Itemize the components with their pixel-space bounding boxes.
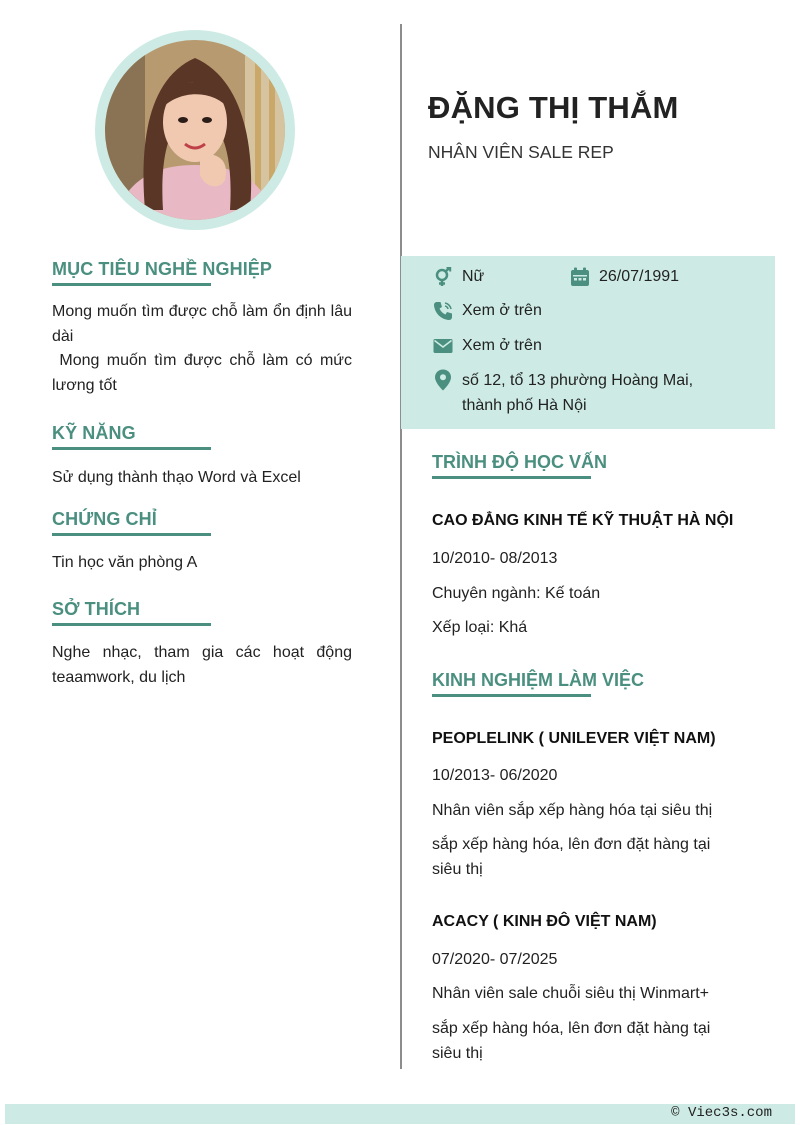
candidate-position: NHÂN VIÊN SALE REP (428, 142, 614, 162)
certificates-text: Tin học văn phòng A (52, 554, 198, 571)
gender-row (432, 266, 484, 288)
address-row (432, 369, 722, 418)
education-period: 10/2010- 08/2013 (432, 550, 558, 567)
education-major: Chuyên ngành: Kế toán (432, 585, 601, 602)
avatar-portrait (105, 40, 285, 220)
education-title: TRÌNH ĐỘ HỌC VẤN (432, 452, 607, 472)
skills-title: KỸ NĂNG (52, 423, 136, 443)
job-2-description: sắp xếp hàng hóa, lên đơn đặt hàng tại siêu thị (432, 1020, 711, 1062)
address-value: số 12, tổ 13 phường Hoàng Mai, thành phố Hà Nội (462, 372, 694, 414)
hobbies-underline (52, 623, 211, 626)
phone-value: Xem ở trên (462, 302, 542, 319)
objective-text (52, 300, 357, 398)
calendar-icon (569, 266, 591, 288)
education-underline (432, 476, 591, 479)
candidate-name: ĐẶNG THỊ THẮM (428, 90, 679, 125)
location-pin-icon (432, 369, 454, 391)
certificates-title: CHỨNG CHỈ (52, 509, 157, 529)
phone-row (432, 300, 542, 322)
job-1-description: sắp xếp hàng hóa, lên đơn đặt hàng tại siêu thị (432, 836, 711, 878)
hobbies-text: Nghe nhạc, tham gia các hoạt động teaamwork, du lịch (52, 644, 352, 686)
job-2-role: Nhân viên sale chuỗi siêu thị Winmart+ (432, 985, 710, 1002)
certificates-underline (52, 533, 211, 536)
objective-line-1: Mong muốn tìm được chỗ làm ổn định lâu dài (52, 303, 352, 345)
job-1-role: Nhân viên sắp xếp hàng hóa tại siêu thị (432, 802, 713, 819)
hobbies-title: SỞ THÍCH (52, 599, 141, 619)
column-divider (400, 24, 402, 1069)
job-2-period: 07/2020- 07/2025 (432, 951, 558, 968)
objective-line-2: Mong muốn tìm được chỗ làm có mức lương tốt (52, 352, 357, 394)
footer-copyright[interactable]: © Viec3s.com (671, 1105, 772, 1121)
phone-icon (432, 300, 454, 322)
job-1-period: 10/2013- 06/2020 (432, 767, 558, 784)
education-rank: Xếp loại: Khá (432, 619, 528, 636)
gender-icon (432, 266, 454, 288)
job-1-company: PEOPLELINK ( UNILEVER VIỆT NAM) (432, 730, 716, 747)
dob-value: 26/07/1991 (599, 268, 680, 285)
gender-value: Nữ (462, 268, 485, 285)
email-value: Xem ở trên (462, 337, 542, 354)
objective-title: MỤC TIÊU NGHỀ NGHIỆP (52, 259, 273, 279)
skills-text: Sử dụng thành thạo Word và Excel (52, 469, 301, 486)
email-icon (432, 335, 454, 357)
dob-row (569, 266, 679, 288)
experience-title: KINH NGHIỆM LÀM VIỆC (432, 670, 645, 690)
job-2-company: ACACY ( KINH ĐÔ VIỆT NAM) (432, 913, 657, 930)
avatar (105, 40, 285, 220)
experience-underline (432, 694, 591, 697)
objective-underline (52, 283, 211, 286)
email-row (432, 335, 542, 357)
skills-underline (52, 447, 211, 450)
education-school: CAO ĐẲNG KINH TẾ KỸ THUẬT HÀ NỘI (432, 512, 734, 529)
